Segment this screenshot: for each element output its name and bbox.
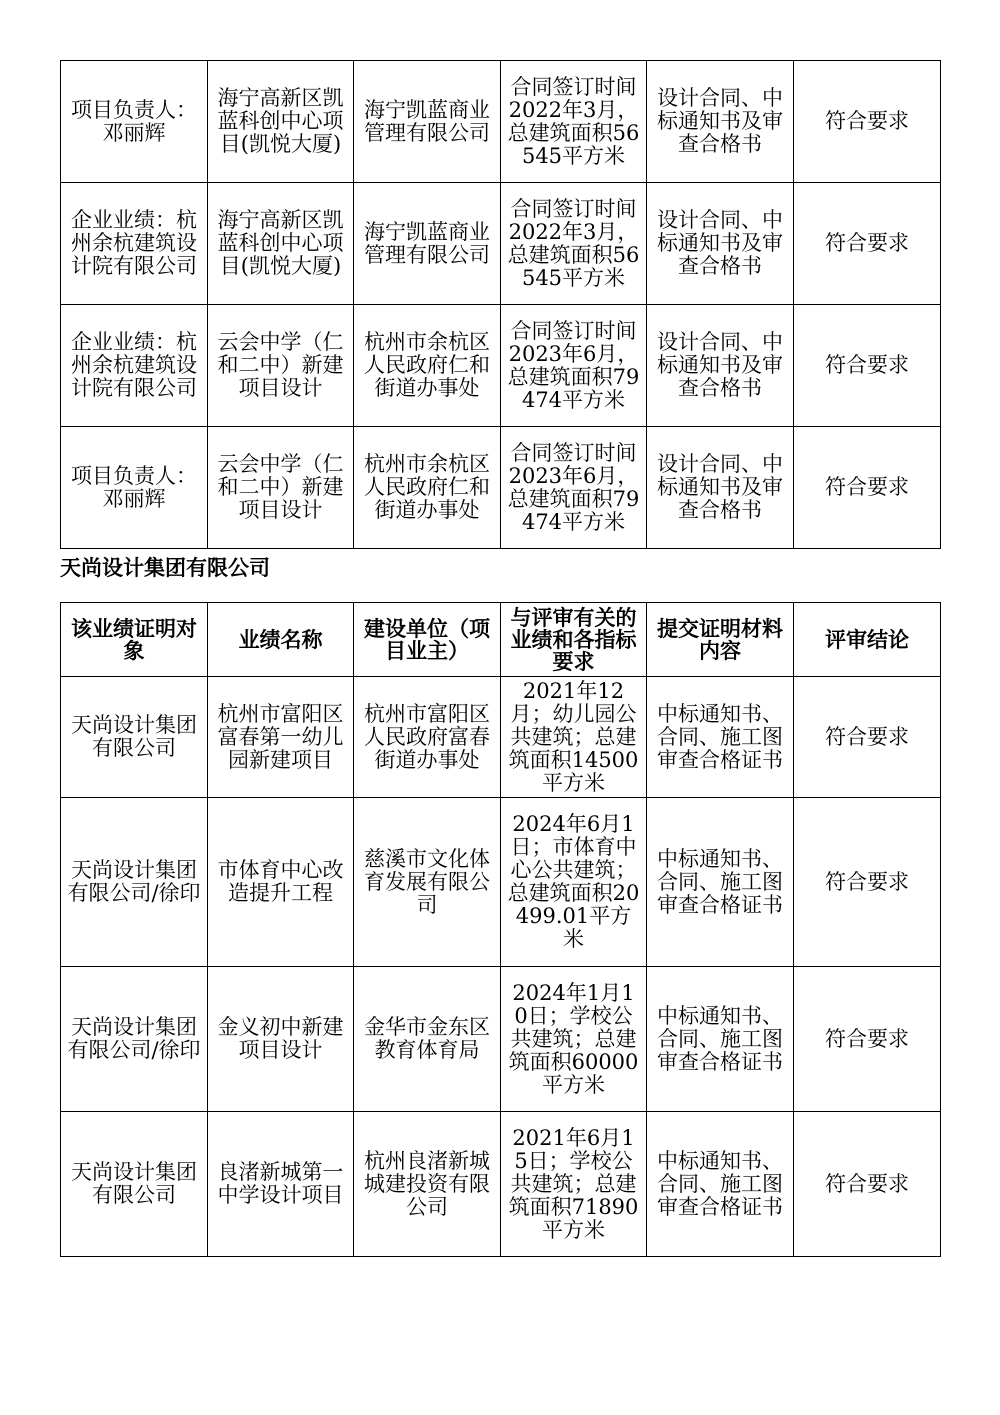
project-name-cell: 市体育中心改造提升工程 xyxy=(208,798,354,967)
project-name-cell: 杭州市富阳区富春第一幼儿园新建项目 xyxy=(208,677,354,798)
column-header-evidence-subject: 该业绩证明对象 xyxy=(61,603,208,677)
evidence-subject-cell: 项目负责人：邓丽辉 xyxy=(61,61,208,183)
table-row xyxy=(61,798,941,967)
project-name-cell: 良渚新城第一中学设计项目 xyxy=(208,1112,354,1257)
construction-unit-cell: 海宁凯蓝商业管理有限公司 xyxy=(354,61,501,183)
evidence-subject-cell: 企业业绩：杭州余杭建筑设计院有限公司 xyxy=(61,183,208,305)
evidence-subject-cell: 天尚设计集团有限公司 xyxy=(61,677,208,798)
materials-cell: 中标通知书、合同、施工图审查合格证书 xyxy=(647,677,794,798)
table-row xyxy=(61,183,941,305)
project-name-cell: 金义初中新建项目设计 xyxy=(208,967,354,1112)
materials-cell: 中标通知书、合同、施工图审查合格证书 xyxy=(647,1112,794,1257)
conclusion-cell: 符合要求 xyxy=(794,1112,941,1257)
column-header-indicator: 与评审有关的业绩和各指标要求 xyxy=(501,603,647,677)
evidence-subject-cell: 天尚设计集团有限公司 xyxy=(61,1112,208,1257)
conclusion-cell: 符合要求 xyxy=(794,183,941,305)
materials-cell: 中标通知书、合同、施工图审查合格证书 xyxy=(647,798,794,967)
table-row xyxy=(61,677,941,798)
materials-cell: 设计合同、中标通知书及审查合格书 xyxy=(647,61,794,183)
construction-unit-cell: 杭州市余杭区人民政府仁和街道办事处 xyxy=(354,305,501,427)
evidence-subject-cell: 企业业绩：杭州余杭建筑设计院有限公司 xyxy=(61,305,208,427)
construction-unit-cell: 杭州良渚新城城建投资有限公司 xyxy=(354,1112,501,1257)
materials-cell: 设计合同、中标通知书及审查合格书 xyxy=(647,305,794,427)
evidence-subject-cell: 天尚设计集团有限公司/徐印 xyxy=(61,967,208,1112)
construction-unit-cell: 杭州市富阳区人民政府富春街道办事处 xyxy=(354,677,501,798)
column-header-construction-unit: 建设单位（项目业主） xyxy=(354,603,501,677)
indicator-cell: 合同签订时间2023年6月，总建筑面积79474平方米 xyxy=(501,305,647,427)
materials-cell: 中标通知书、合同、施工图审查合格证书 xyxy=(647,967,794,1112)
performance-table xyxy=(60,602,941,1257)
conclusion-cell: 符合要求 xyxy=(794,427,941,549)
table-row xyxy=(61,61,941,183)
table-row xyxy=(61,967,941,1112)
materials-cell: 设计合同、中标通知书及审查合格书 xyxy=(647,183,794,305)
table-header-row xyxy=(61,603,941,677)
indicator-cell: 2021年12月；幼儿园公共建筑；总建筑面积14500平方米 xyxy=(501,677,647,798)
conclusion-cell: 符合要求 xyxy=(794,798,941,967)
indicator-cell: 2024年1月10日；学校公共建筑；总建筑面积60000平方米 xyxy=(501,967,647,1112)
column-header-project-name: 业绩名称 xyxy=(208,603,354,677)
column-header-conclusion: 评审结论 xyxy=(794,603,941,677)
indicator-cell: 2021年6月15日；学校公共建筑；总建筑面积71890平方米 xyxy=(501,1112,647,1257)
conclusion-cell: 符合要求 xyxy=(794,305,941,427)
indicator-cell: 合同签订时间2022年3月，总建筑面积56545平方米 xyxy=(501,183,647,305)
construction-unit-cell: 海宁凯蓝商业管理有限公司 xyxy=(354,183,501,305)
project-name-cell: 海宁高新区凯蓝科创中心项目(凯悦大厦) xyxy=(208,183,354,305)
table-row xyxy=(61,1112,941,1257)
table-row xyxy=(61,427,941,549)
performance-table-continued xyxy=(60,60,941,549)
table-row xyxy=(61,305,941,427)
evidence-subject-cell: 项目负责人：邓丽辉 xyxy=(61,427,208,549)
project-name-cell: 海宁高新区凯蓝科创中心项目(凯悦大厦) xyxy=(208,61,354,183)
indicator-cell: 合同签订时间2022年3月，总建筑面积56545平方米 xyxy=(501,61,647,183)
materials-cell: 设计合同、中标通知书及审查合格书 xyxy=(647,427,794,549)
construction-unit-cell: 金华市金东区教育体育局 xyxy=(354,967,501,1112)
indicator-cell: 合同签订时间2023年6月，总建筑面积79474平方米 xyxy=(501,427,647,549)
construction-unit-cell: 慈溪市文化体育发展有限公司 xyxy=(354,798,501,967)
column-header-materials: 提交证明材料内容 xyxy=(647,603,794,677)
indicator-cell: 2024年6月1日；市体育中心公共建筑；总建筑面积20499.01平方米 xyxy=(501,798,647,967)
conclusion-cell: 符合要求 xyxy=(794,677,941,798)
project-name-cell: 云会中学（仁和二中）新建项目设计 xyxy=(208,305,354,427)
project-name-cell: 云会中学（仁和二中）新建项目设计 xyxy=(208,427,354,549)
construction-unit-cell: 杭州市余杭区人民政府仁和街道办事处 xyxy=(354,427,501,549)
conclusion-cell: 符合要求 xyxy=(794,967,941,1112)
conclusion-cell: 符合要求 xyxy=(794,61,941,183)
company-heading: 天尚设计集团有限公司 xyxy=(60,556,270,580)
evidence-subject-cell: 天尚设计集团有限公司/徐印 xyxy=(61,798,208,967)
